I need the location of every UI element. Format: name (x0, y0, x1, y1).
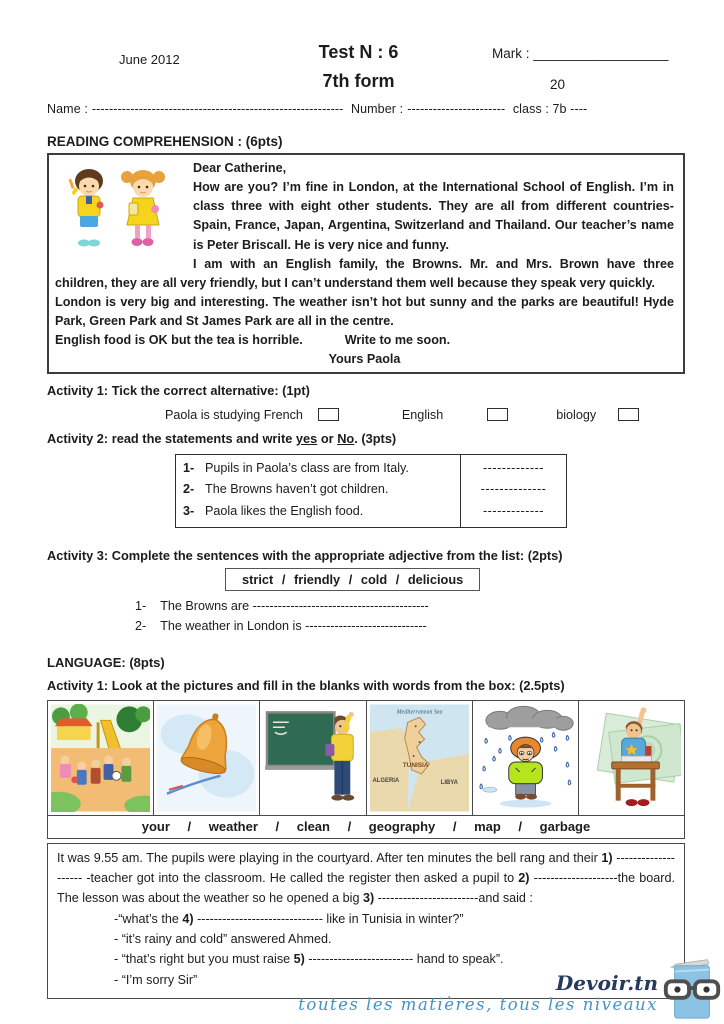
table-row (183, 501, 456, 523)
map-sea-label: Mediterranean Sea (396, 708, 442, 715)
header-center (247, 42, 470, 92)
devoir-tagline: toutes les matières, tous les niveaux (298, 995, 658, 1014)
item-blank: ----------------------------- (305, 618, 427, 633)
devoir-mascot-icon (660, 958, 724, 1022)
blank-number-4: 4) (182, 911, 194, 926)
playground-image (51, 704, 150, 812)
activity1-options-row (165, 408, 685, 422)
activity3-item (135, 599, 685, 613)
test-date: June 2012 (119, 52, 180, 67)
statement-number: 3- (183, 503, 195, 518)
raise-hand-image (582, 704, 681, 812)
option-english-label: English (401, 407, 444, 422)
item-text: The Browns are (160, 598, 250, 613)
blank-number-1: 1) (601, 850, 613, 865)
pictures-row (48, 701, 684, 815)
activity2-statements-table (175, 454, 567, 528)
activity3-wordbox-wrap (47, 563, 685, 593)
language-section-heading: LANGUAGE: (8pts) (47, 654, 165, 670)
letter-paragraph-1: How are you? I’m fine in London, at the International School of English. I’m in class three with eight other students. They are all from different countries- Spain, France, Japan, Argentina, Switzerland and Thailand. Our teacher’s name is Peter Briscall. He is very nice and funny. (193, 180, 674, 252)
letter-paragraph-4 (55, 331, 674, 350)
rainy-weather-image (476, 704, 575, 812)
passage-text: It was 9.55 am. The pupils were playing in the courtyard. After ten minutes the bell rang and their (57, 850, 602, 865)
picture-cell-map (367, 701, 473, 815)
letter-closing-sentence: Write to me soon. (344, 333, 451, 348)
dialog-line-1 (114, 909, 675, 929)
picture-cell-bell (154, 701, 260, 815)
picture-cell-raise-hand (579, 701, 684, 815)
adjective-word-box: strict / friendly / cold / delicious (225, 568, 480, 591)
reading-letter-box (47, 153, 685, 374)
activity2-heading-prefix: Activity 2: read the statements and write (47, 430, 296, 446)
activity2-or-word: or (317, 430, 338, 446)
reading-activity3-heading: Activity 3: Complete the sentences with the appropriate adjective from the list: (2pts) (47, 547, 563, 563)
map-tunisia-label: TUNISIA (402, 761, 429, 769)
answer-blank: -------------- (480, 482, 547, 497)
mark-label: Mark : __________________ (492, 46, 669, 61)
bell-image (157, 704, 256, 812)
option-french-label: Paola is studying French (165, 407, 303, 422)
item-number: 1- (135, 598, 147, 613)
language-activity1-heading: Activity 1: Look at the pictures and fill in the blanks with words from the box: (2.5pts) (47, 677, 565, 693)
document-header (47, 42, 685, 92)
picture-cell-teacher (260, 701, 366, 815)
item-number: 2- (135, 618, 147, 633)
blank-number-5: 5) (293, 952, 305, 967)
name-label: Name : (47, 102, 88, 116)
map-algeria-label: ALGERIA (372, 777, 399, 784)
picture-cell-courtyard (48, 701, 154, 815)
test-title: Test N : 6 (318, 42, 399, 62)
picture-cell-rainy (473, 701, 579, 815)
reading-activity1-heading: Activity 1: Tick the correct alternative: (1pt) (47, 382, 310, 398)
table-row (183, 479, 456, 501)
activity2-answers-column (460, 455, 566, 527)
student-id-line (47, 102, 685, 116)
passage-text: -------------------- -teacher got into the classroom. He called the register then asked a pupil to (57, 850, 675, 885)
activity2-no-word: No (337, 430, 355, 446)
dialog-line-2: - “it’s rainy and cold” answered Ahmed. (114, 932, 332, 947)
letter-food-sentence: English food is OK but the tea is horrible. (55, 333, 303, 348)
dialog-text: -“what’s the (114, 911, 183, 926)
passage-text: --------------------the board. The lesson was about the weather so he opened a big (57, 870, 675, 906)
statement-number: 1- (183, 460, 195, 475)
activity2-yes-word: yes (295, 430, 318, 446)
class-label: class : 7b ---- (512, 102, 588, 116)
dialog-line-4: - “I’m sorry Sir” (114, 972, 198, 987)
reading-section-heading: READING COMPREHENSION : (6pts) (47, 134, 283, 149)
activity3-item (135, 619, 685, 633)
passage-text: ------------------------and said : (374, 891, 533, 906)
map-libya-label: LIBYA (440, 779, 458, 786)
statement-text: Pupils in Paola’s class are from Italy. (205, 460, 409, 475)
blank-number-3: 3) (362, 891, 375, 906)
devoir-brand: Devoir.tn (555, 971, 658, 995)
item-blank: ------------------------------------------ (252, 598, 429, 613)
letter-signature: Yours Paola (328, 352, 401, 367)
statement-text: The Browns haven’t got children. (205, 482, 389, 497)
answer-blank: ------------- (482, 460, 545, 475)
number-blank: ----------------------- (407, 102, 506, 116)
table-row (183, 458, 456, 480)
dialog-text: - “that’s right but you must raise (114, 952, 294, 967)
activity2-heading-suffix: . (3pts) (354, 430, 397, 446)
letter-salutation: Dear Catherine, (193, 161, 287, 175)
letter-paragraph-3: London is very big and interesting. The weather isn’t hot but sunny and the parks are beautiful! Hyde Park, Green Park and St James Park are all in the centre. (55, 294, 674, 329)
test-form-level: 7th form (322, 71, 395, 91)
letter-paragraph-2: I am with an English family, the Browns. Mr. and Mrs. Brown have three children, they are all very friendly, but I can’t understand them well because they speak very quickly. (55, 256, 674, 290)
item-text: The weather in London is (160, 618, 302, 633)
tunisia-map-image (370, 704, 469, 812)
mark-total: 20 (549, 77, 566, 92)
option-biology-label: biology (556, 407, 597, 422)
fill-words-row: your / weather / clean / geography / map / garbage (48, 815, 684, 838)
statement-number: 2- (183, 482, 195, 497)
name-blank: ----------------------------------------------------------- (91, 102, 344, 116)
mark-block (470, 42, 685, 92)
reading-activity2-heading (47, 431, 685, 446)
option-english-checkbox[interactable] (487, 408, 508, 421)
option-biology-checkbox[interactable] (618, 408, 639, 421)
teacher-image (263, 704, 362, 812)
statement-text: Paola likes the English food. (205, 503, 364, 518)
option-french-checkbox[interactable] (318, 408, 339, 421)
footer-texts (298, 973, 658, 1022)
devoir-footer (298, 958, 724, 1022)
dialog-text: ------------------------- hand to speak”. (304, 952, 504, 967)
dialog-text: ------------------------------ like in Tunisia in winter?” (193, 911, 464, 926)
activity2-statements-column (176, 455, 460, 527)
boy-and-girl-image (55, 161, 181, 265)
pictures-table (47, 700, 685, 839)
blank-number-2: 2) (518, 870, 530, 885)
answer-blank: ------------- (482, 503, 545, 518)
number-label: Number : (350, 102, 404, 116)
